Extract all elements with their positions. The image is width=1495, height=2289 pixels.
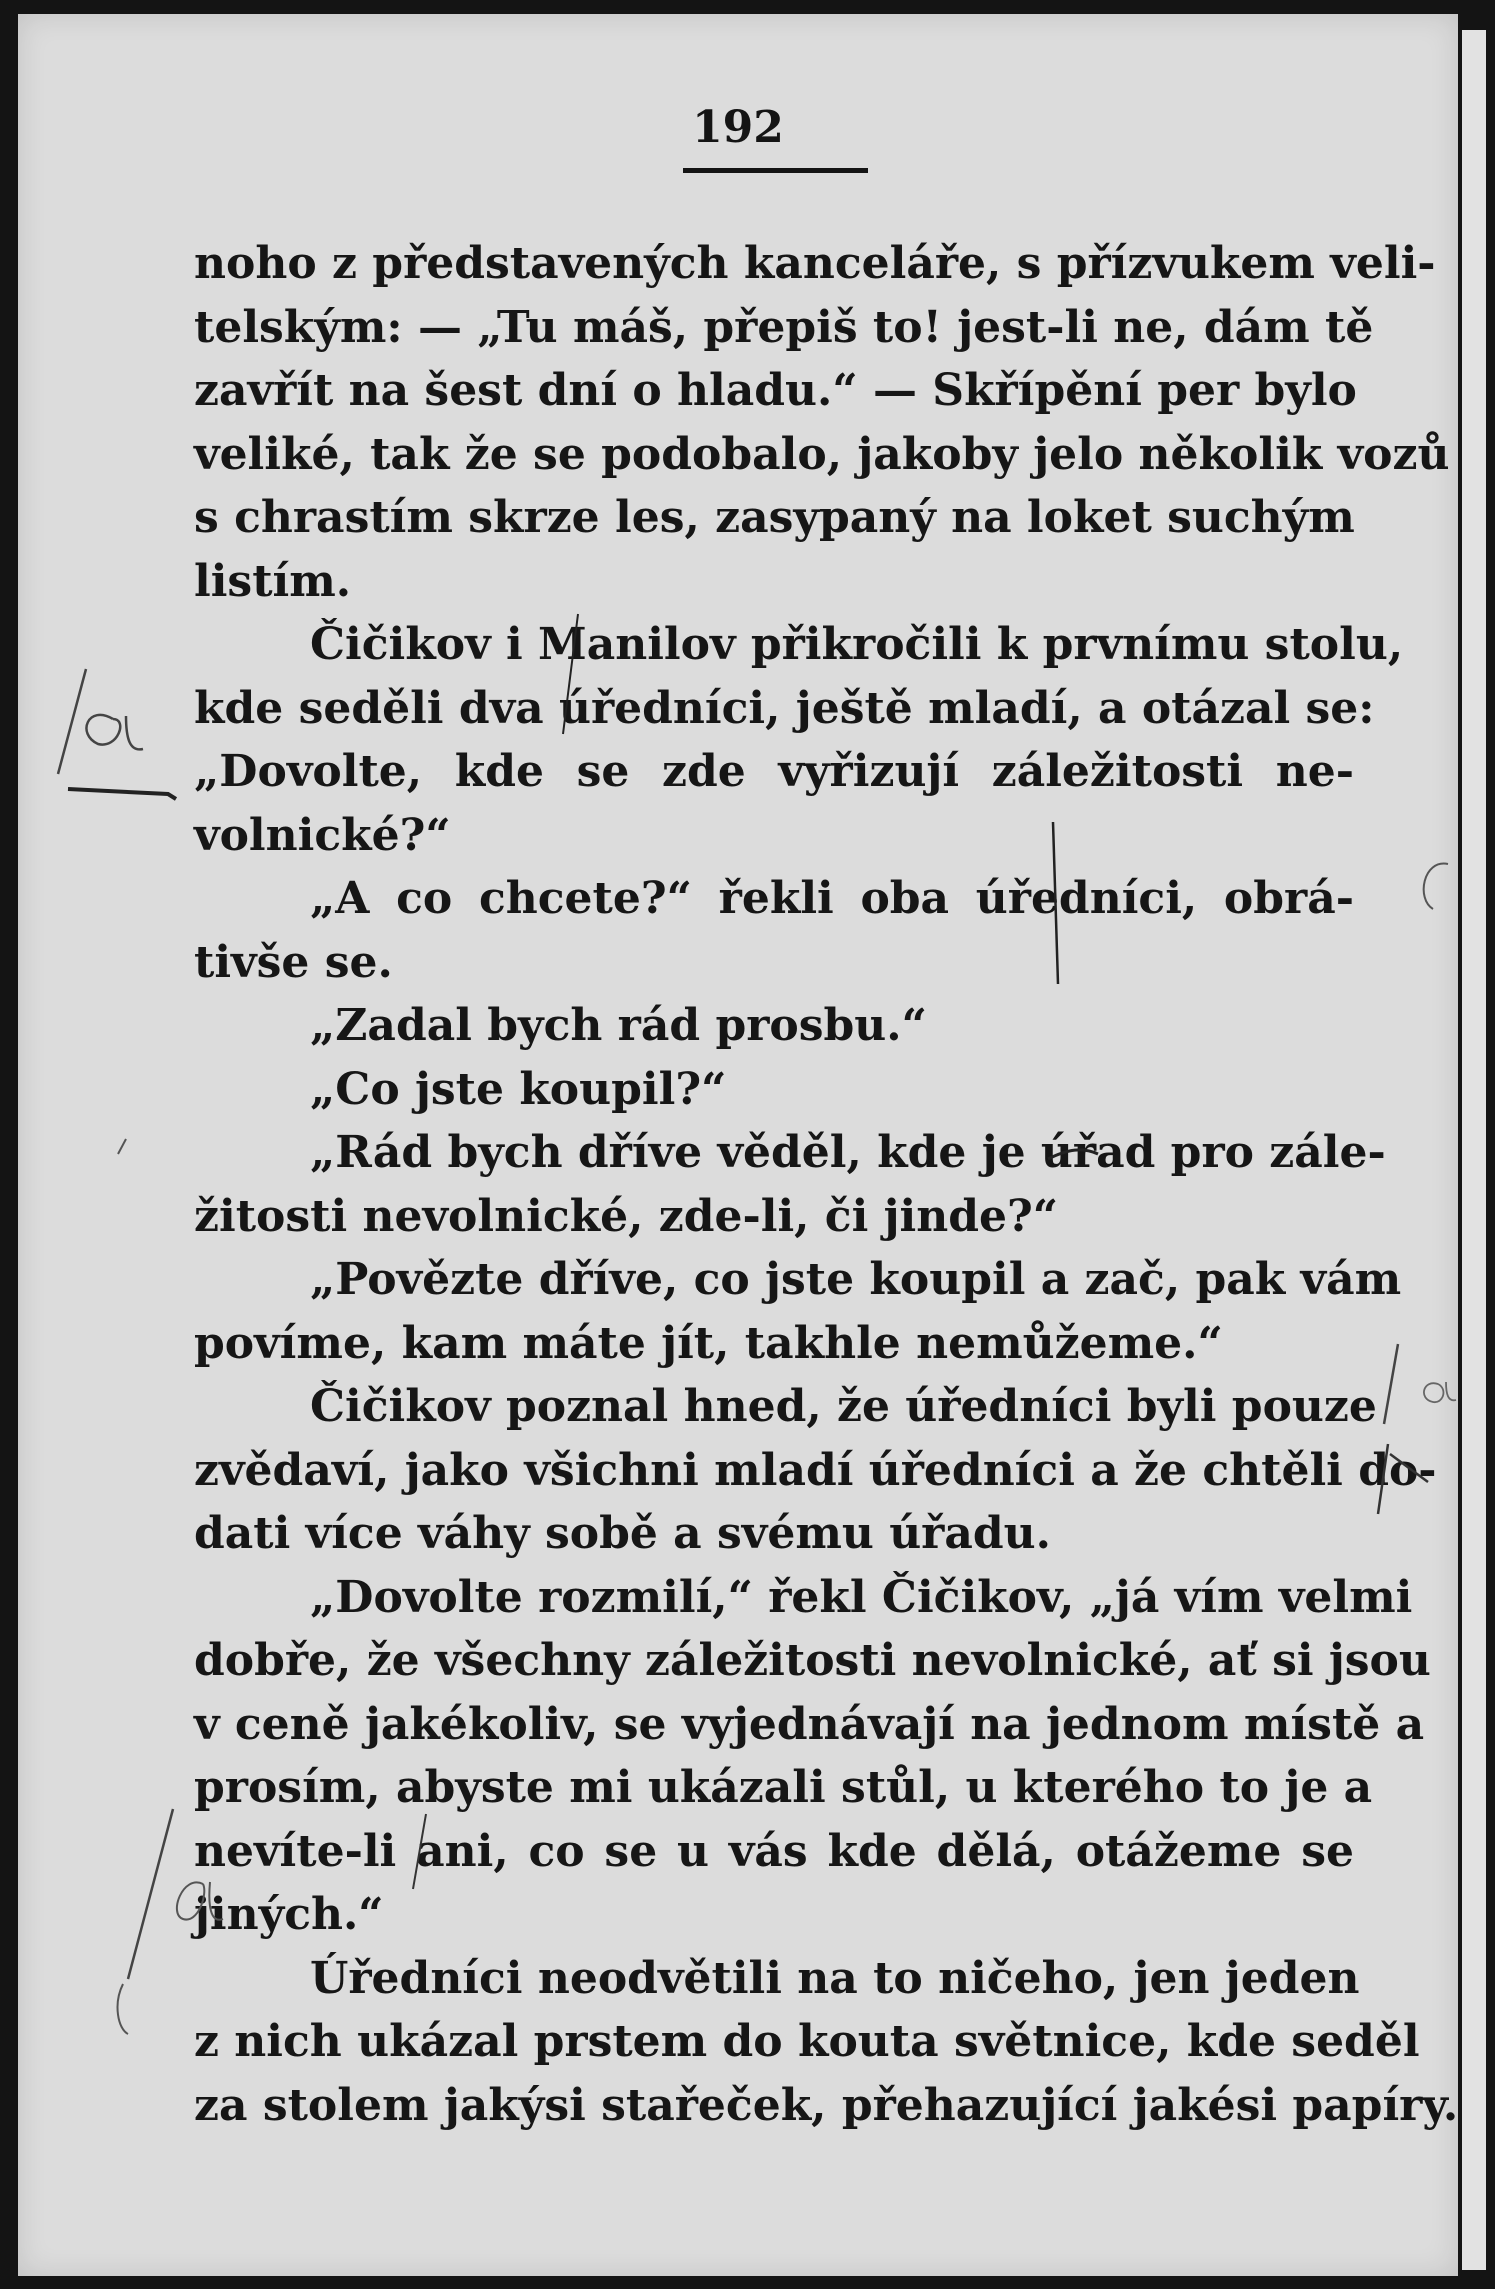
page-number: 192 (692, 102, 784, 153)
text-line: z nich ukázal prstem do kouta světnice, kde seděl (194, 2016, 1420, 2067)
text-line: kde seděli dva úředníci, ještě mladí, a otázal se: (194, 682, 1375, 734)
text-line: „Co jste koupil?“ (310, 1063, 727, 1115)
text-line: „Zadal bych rád prosbu.“ (310, 1000, 927, 1051)
text-line: jiných.“ (194, 1889, 384, 1940)
text-line: „A co chcete?“ řekli oba úředníci, obrá- (310, 873, 1354, 924)
text-line: nevíte-li ani, co se u vás kde dělá, otážeme se (194, 1825, 1354, 1877)
text-line: telským: — „Tu máš, přepiš to! jest-li ne, dám tě (194, 301, 1374, 353)
text-line: Čičikov poznal hned, že úředníci byli pouze (310, 1381, 1377, 1432)
text-line: „Dovolte, kde se zde vyřizují záležitosti ne- (194, 746, 1354, 797)
text-line: prosím, abyste mi ukázali stůl, u kterého to je a (194, 1762, 1373, 1813)
body-text (194, 232, 1459, 2137)
text-line: v ceně jakékoliv, se vyjednávají na jednom místě a (194, 1698, 1425, 1750)
text-line: Úředníci neodvětili na to ničeho, jen jeden (310, 1952, 1360, 2004)
text-line: s chrastím skrze les, zasypaný na loket suchým (194, 492, 1355, 543)
text-line: listím. (194, 555, 352, 607)
text-line: „Dovolte rozmilí,“ řekl Čičikov, „já vím velmi (310, 1571, 1413, 1623)
page-number-rule (683, 168, 868, 173)
text-line: za stolem jakýsi stařeček, přehazující jakési papíry. (194, 2079, 1459, 2131)
text-line: povíme, kam máte jít, takhle nemůžeme.“ (194, 1317, 1223, 1369)
adjacent-page-edge (1462, 30, 1486, 2270)
text-line: dobře, že všechny záležitosti nevolnické, ať si jsou (194, 1635, 1431, 1686)
text-line: dati více váhy sobě a svému úřadu. (194, 1508, 1051, 1559)
text-line: veliké, tak že se podobalo, jakoby jelo několik vozů (194, 428, 1450, 480)
text-line: volnické?“ (194, 809, 451, 861)
text-line: „Rád bych dříve věděl, kde je úřad pro zále- (310, 1127, 1386, 1178)
text-line: Čičikov i Manilov přikročili k prvnímu stolu, (310, 619, 1404, 670)
text-line: zvědaví, jako všichni mladí úředníci a že chtěli do- (194, 1444, 1437, 1496)
text-line: tivše se. (194, 936, 393, 988)
book-page (18, 14, 1458, 2276)
text-line: noho z představených kanceláře, s přízvukem veli- (194, 238, 1436, 289)
text-line: „Povězte dříve, co jste koupil a zač, pak vám (310, 1254, 1402, 1305)
text-line: žitosti nevolnické, zde-li, či jinde?“ (194, 1190, 1059, 1242)
text-line: zavřít na šest dní o hladu.“ — Skřípění per bylo (194, 365, 1357, 416)
